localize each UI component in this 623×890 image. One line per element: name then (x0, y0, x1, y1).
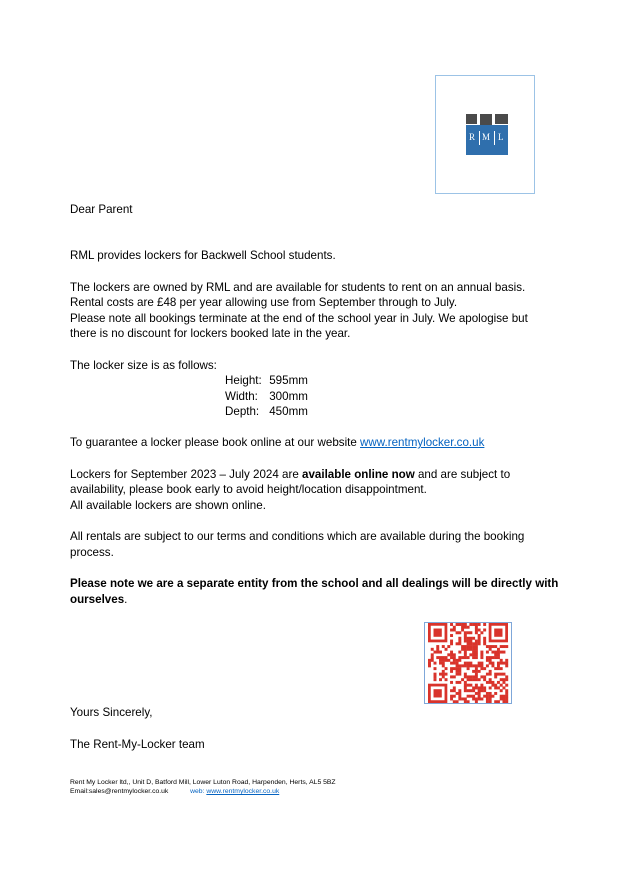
size-intro: The locker size is as follows: (70, 359, 217, 372)
company-logo (435, 75, 535, 194)
note-line (70, 576, 558, 591)
paragraph-line: there is no discount for lockers booked late in the year. (70, 327, 351, 340)
availability-text-c: and are subject to (414, 468, 511, 481)
paragraph-line: Rental costs are £48 per year allowing use from September through to July. (70, 296, 458, 309)
paragraph-line: All available lockers are shown online. (70, 499, 266, 512)
size-label: Width: (225, 390, 258, 403)
guarantee-line (70, 435, 484, 450)
paragraph-line: Please note all bookings terminate at the end of the school year in July. We apologise but (70, 312, 528, 325)
size-label: Height: (225, 374, 262, 387)
footer-contact (70, 787, 279, 796)
guarantee-text: To guarantee a locker please book online at our website (70, 436, 361, 449)
note-text: Please note we are a separate entity from the school and all dealings will be directly with (70, 577, 559, 590)
footer-address: Rent My Locker ltd,, Unit D, Batford Mill, Lower Luton Road, Harpenden, Herts, AL5 5BZ (70, 779, 336, 786)
footer-email: Email:sales@rentmylocker.co.uk (70, 788, 169, 795)
size-width-row (225, 389, 308, 404)
size-value: 595mm (269, 374, 308, 387)
logo-letter-m: M (482, 132, 491, 142)
size-value: 450mm (269, 405, 308, 418)
paragraph-line: All rentals are subject to our terms and conditions which are available during the booking (70, 530, 525, 543)
note-line (70, 592, 127, 607)
logo-letter-l: L (498, 132, 504, 142)
qr-code-image (425, 623, 511, 703)
paragraph-line: process. (70, 546, 114, 559)
closing: Yours Sincerely, (70, 706, 153, 719)
size-value: 300mm (269, 390, 308, 403)
intro-text: RML provides lockers for Backwell School students. (70, 249, 336, 262)
paragraph-line: The lockers are owned by RML and are available for students to rent on an annual basis. (70, 281, 526, 294)
footer-web-label: web: (190, 788, 207, 795)
size-depth-row (225, 404, 308, 419)
signature: The Rent-My-Locker team (70, 738, 205, 751)
size-height-row (225, 373, 308, 388)
rml-logo-mark (466, 114, 508, 157)
availability-highlight: available online now (302, 468, 415, 481)
note-period: . (124, 593, 128, 606)
logo-letter-r: R (469, 132, 476, 142)
paragraph-line: availability, please book early to avoid height/location disappointment. (70, 483, 427, 496)
footer-web-link[interactable]: www.rentmylocker.co.uk (206, 788, 280, 795)
size-label: Depth: (225, 405, 260, 418)
salutation: Dear Parent (70, 203, 133, 216)
availability-text-a: Lockers for September 2023 – July 2024 are (70, 468, 303, 481)
qr-code[interactable] (424, 622, 512, 704)
availability-line (70, 467, 510, 482)
note-text: ourselves (70, 593, 125, 606)
website-link[interactable]: www.rentmylocker.co.uk (360, 436, 485, 449)
